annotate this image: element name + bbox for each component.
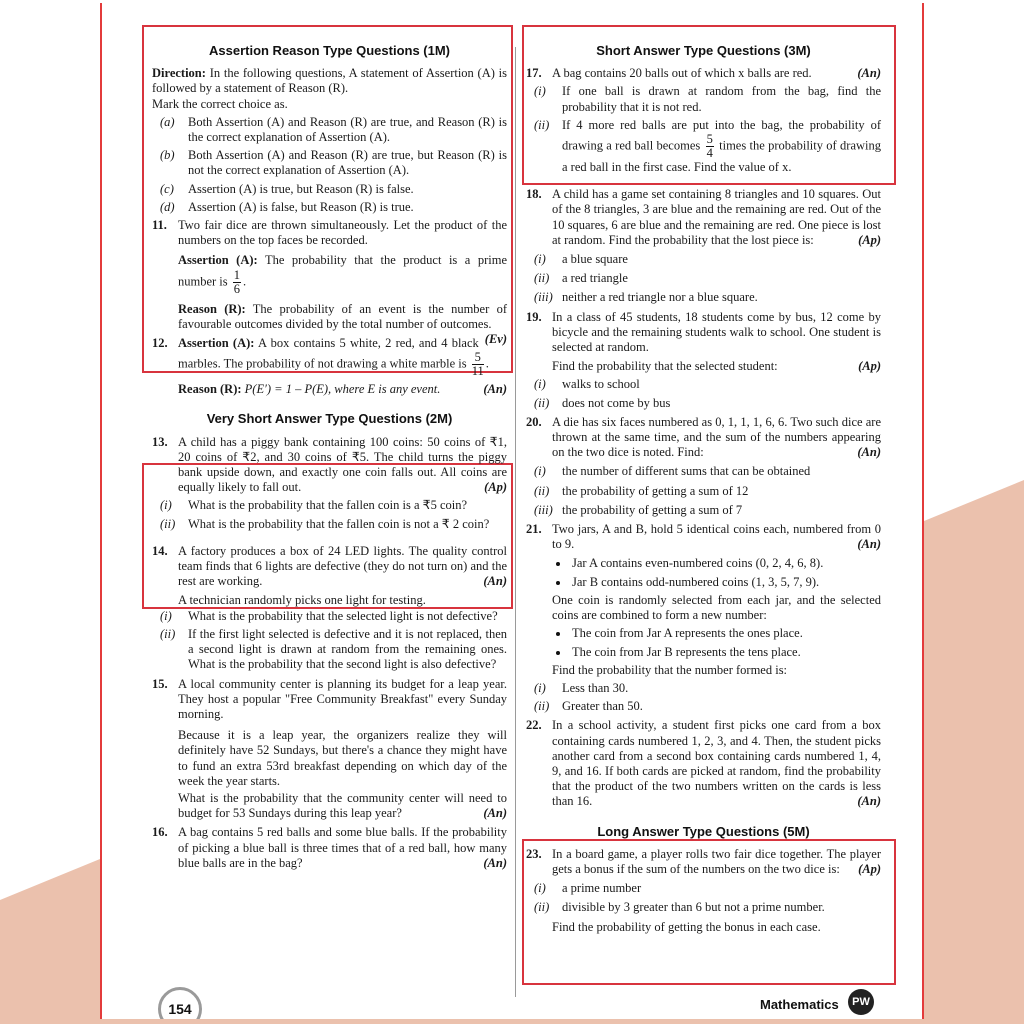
q14-text-2: A technician randomly picks one light for testing.	[178, 593, 426, 608]
question-21: 21. Two jars, A and B, hold 5 identical coins each, numbered from 0 to 9. (An)	[526, 522, 881, 552]
q17-part-ii: (ii) If 4 more red balls are put into the bag, the probability of drawing a red ball becomes $\frac{5}{4}$ times the probability of drawing a red ball in the first case. Find the value of x.	[534, 117, 882, 175]
choice-d: (d) Assertion (A) is false, but Reason (R) is true.	[160, 199, 414, 214]
q21-text-3: Find the probability that the number formed is:	[552, 662, 788, 677]
q12-reason: Reason (R): P(E′) = 1 – P(E), where E is any event. (An)	[178, 382, 507, 397]
q15-text-3: What is the probability that the community center will need to budget for 53 Sundays during this leap year? (An)	[178, 790, 507, 821]
question-13: 13. A child has a piggy bank containing 100 coins: 50 coins of ₹1, 20 coins of ₹2, and 30 coins of ₹5. The child turns the piggy bank upside down, and exactly one coin falls out. All coins are equally likely to fall out. (Ap)	[152, 434, 507, 495]
section-heading-short: Short Answer Type Questions (3M)	[596, 43, 811, 58]
q11-reason: Reason (R): The probability of an event is the number of favourable outcomes divided by the total number of outcomes. (Ev)	[178, 301, 507, 347]
q19-part-ii: (ii) does not come by bus	[534, 395, 671, 410]
q21-bullet-3: The coin from Jar A represents the ones place.	[526, 626, 881, 641]
q23-text-2: Find the probability of getting the bonus in each case.	[552, 919, 821, 934]
q14-part-i: (i) What is the probability that the selected light is not defective?	[160, 608, 498, 623]
column-divider	[515, 47, 516, 997]
textbook-page	[100, 3, 924, 1019]
direction-text: Direction: In the following questions, A statement of Assertion (A) is followed by a statement of Reason (R).	[152, 66, 508, 96]
q21-bullet-1: Jar A contains even-numbered coins (0, 2, 4, 6, 8).	[526, 556, 881, 571]
q21-text-2: One coin is randomly selected from each jar, and the selected coins are combined to form a new number:	[552, 592, 881, 623]
q21-part-i: (i) Less than 30.	[534, 680, 629, 695]
q11-assertion: Assertion (A): The probability that the product is a prime number is $\frac{1}{6}$ .	[178, 253, 507, 296]
q19-text-2: Find the probability that the selected student: (Ap)	[552, 359, 881, 374]
q19-part-i: (i) walks to school	[534, 377, 640, 392]
question-17: 17. A bag contains 20 balls out of which x balls are red. (An)	[526, 66, 881, 81]
q14-part-ii: (ii) If the first light selected is defective and it is not replaced, then a second light is drawn at random from the remaining ones. What is the probability that the second light is also defective?	[160, 626, 507, 672]
q23-part-ii: (ii) divisible by 3 greater than 6 but not a prime number.	[534, 900, 825, 915]
question-20: 20. A die has six faces numbered as 0, 1, 1, 1, 6, 6. Two such dice are thrown at the same time, and the sum of the numbers appearing on the two dice is noted. Find: (An)	[526, 414, 881, 460]
choice-a: (a) Both Assertion (A) and Reason (R) are true, and Reason (R) is the correct explanation of Assertion (A).	[160, 114, 507, 145]
question-15: 15. A local community center is planning its budget for a leap year. They host a popular "Free Community Breakfast" every Sunday morning.	[152, 676, 507, 721]
left-column	[152, 3, 507, 871]
q18-part-ii: (ii) a red triangle	[534, 271, 628, 286]
page-number: 154	[158, 987, 202, 1019]
question-14: 14. A factory produces a box of 24 LED lights. The quality control team finds that 6 lights are defective (they do not turn on) and the rest are working. (An)	[152, 543, 507, 589]
section-heading-very-short: Very Short Answer Type Questions (2M)	[206, 411, 453, 427]
q15-text-2: Because it is a leap year, the organizers realize they will definitely have 52 Sundays, but there's a chance they might have to fund an extra 53rd breakfast depending on which day of the week the year starts.	[178, 728, 507, 788]
q18-part-i: (i) a blue square	[534, 252, 628, 267]
q23-part-i: (i) a prime number	[534, 881, 642, 896]
question-18: 18. A child has a game set containing 8 triangles and 10 squares. Out of the 8 triangles, 3 are blue and the remaining are red. Out of the 10 squares, 6 are blue and the remaining are red. One piece is lost at random. Find the probability that the lost piece is: (Ap)	[526, 187, 881, 247]
q18-part-iii: (iii) neither a red triangle nor a blue square.	[534, 290, 758, 305]
q13-part-ii: (ii) What is the probability that the fallen coin is not a ₹ 2 coin?	[160, 516, 490, 531]
q20-part-iii: (iii) the probability of getting a sum of 7	[534, 502, 743, 517]
question-22: 22. In a school activity, a student first picks one card from a box containing cards numbered 1, 2, 3, and 4. Then, the student picks another card from a second box containing cards numbered 1, 4, 9, and 16. If both cards are picked at random, find the probability that the product of the two numbers written on the cards is less than 16. (An)	[526, 718, 881, 809]
question-23: 23. In a board game, a player rolls two fair dice together. The player gets a bonus if the sum of the numbers on the two dice is: (Ap)	[526, 846, 881, 876]
question-12: 12. Assertion (A): A box contains 5 white, 2 red, and 4 black marbles. The probability of not drawing a white marble is $\frac{5}{11}$ .	[152, 336, 489, 379]
section-heading-assertion: Assertion Reason Type Questions (1M)	[208, 43, 451, 58]
q17-part-i: (i) If one ball is drawn at random from the bag, find the probability that it is not red.	[534, 84, 881, 114]
q21-bullet-4: The coin from Jar B represents the tens place.	[526, 645, 881, 660]
fraction: $\frac{5}{4}$	[706, 132, 713, 161]
q20-part-ii: (ii) the probability of getting a sum of 12	[534, 483, 749, 498]
fraction: $\frac{1}{6}$	[233, 267, 241, 296]
question-19: 19. In a class of 45 students, 18 students come by bus, 12 come by bicycle and the remaining students walk to school. One student is selected at random.	[526, 309, 881, 355]
section-heading-long: Long Answer Type Questions (5M)	[597, 823, 810, 839]
subject-label: Mathematics	[760, 997, 839, 1012]
q21-bullet-2: Jar B contains odd-numbered coins (1, 3, 5, 7, 9).	[526, 575, 881, 590]
q13-part-i: (i) What is the probability that the fallen coin is a ₹5 coin?	[160, 498, 468, 513]
page-footer	[102, 983, 924, 1019]
choice-b: (b) Both Assertion (A) and Reason (R) are true, but Reason (R) is not the correct explanation of Assertion (A).	[160, 148, 507, 178]
question-16: 16. A bag contains 5 red balls and some blue balls. If the probability of picking a blue ball is three times that of a red ball, how many blue balls are in the bag? (An)	[152, 825, 507, 870]
direction-mark: Mark the correct choice as.	[152, 96, 288, 111]
question-11: 11. Two fair dice are thrown simultaneously. Let the product of the numbers on the top faces be recorded.	[152, 218, 507, 248]
q20-part-i: (i) the number of different sums that can be obtained	[534, 464, 811, 479]
pw-logo-icon: PW	[848, 989, 874, 1015]
q21-part-ii: (ii) Greater than 50.	[534, 699, 643, 714]
choice-c: (c) Assertion (A) is true, but Reason (R) is false.	[160, 181, 414, 196]
right-column	[526, 3, 881, 935]
fraction: $\frac{5}{11}$	[471, 350, 484, 379]
